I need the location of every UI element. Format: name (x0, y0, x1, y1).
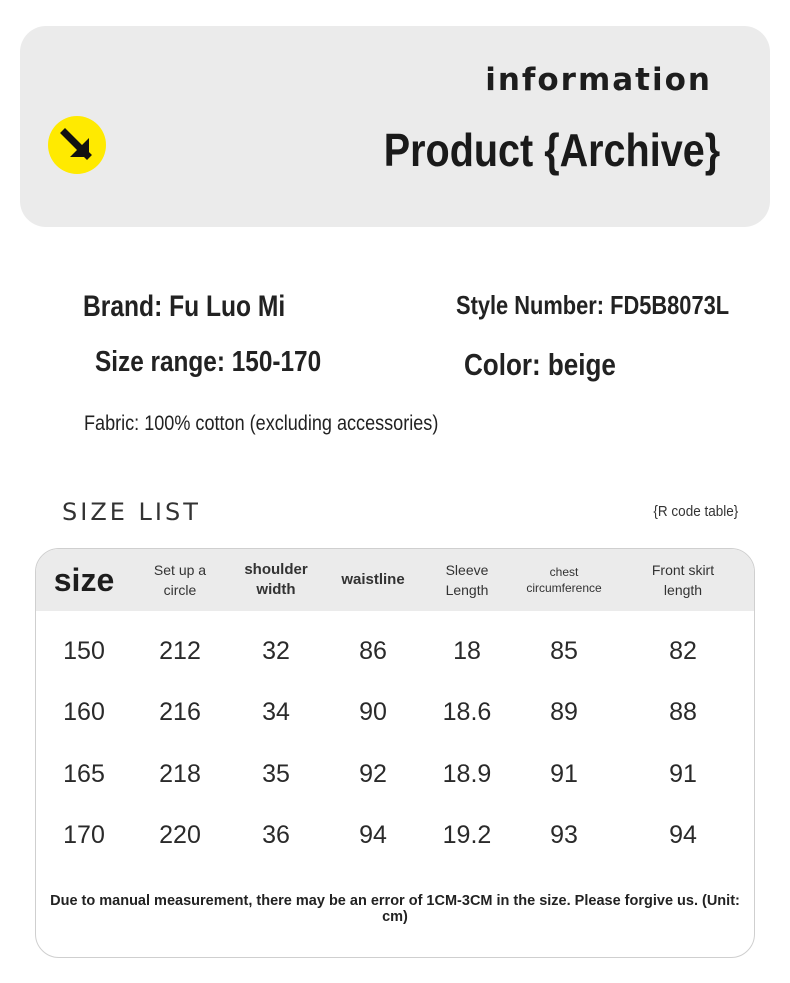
brand-text: Brand: Fu Luo Mi (83, 290, 286, 323)
column-header-waistline: waistline (341, 571, 405, 588)
table-row (36, 631, 754, 671)
table-cell: 218 (159, 759, 201, 788)
table-header (36, 549, 754, 611)
table-cell: 91 (669, 759, 697, 788)
measurement-note: Due to manual measurement, there may be an error of 1CM-3CM in the size. Please forgive us. (Unit: cm) (50, 893, 740, 925)
color-text: Color: beige (464, 347, 616, 382)
table-row (36, 754, 754, 794)
table-cell: 36 (262, 820, 290, 849)
column-header-circle: Set up a circle (153, 562, 207, 598)
table-cell: 88 (669, 697, 697, 726)
style-number-text: Style Number: FD5B8073L (456, 290, 730, 320)
table-cell: 34 (262, 697, 290, 726)
table-row (36, 692, 754, 732)
table-cell: 85 (550, 636, 578, 665)
table-cell: 216 (159, 697, 201, 726)
page-title: Product {Archive} (383, 124, 720, 176)
column-header-size: size (53, 562, 115, 598)
table-cell: 93 (550, 820, 578, 849)
table-cell: 94 (669, 820, 697, 849)
table-cell: 220 (159, 820, 201, 849)
header-subtitle: information (485, 62, 712, 98)
table-cell: 212 (159, 636, 201, 665)
table-cell: 150 (63, 636, 105, 665)
table-cell: 160 (63, 697, 105, 726)
table-row (36, 815, 754, 855)
size-table (35, 548, 755, 958)
table-cell: 91 (550, 759, 578, 788)
table-cell: 92 (359, 759, 387, 788)
table-cell: 94 (359, 820, 387, 849)
size-list-label: SIZE LIST (62, 498, 201, 526)
table-cell: 18.6 (442, 697, 492, 726)
table-cell: 32 (262, 636, 290, 665)
column-header-shoulder: shoulder width (244, 561, 308, 598)
table-cell: 82 (669, 636, 697, 665)
table-cell: 170 (63, 820, 105, 849)
table-cell: 89 (550, 697, 578, 726)
table-cell: 90 (359, 697, 387, 726)
table-cell: 19.2 (442, 820, 492, 849)
table-cell: 86 (359, 636, 387, 665)
code-table-note: {R code table} (653, 503, 738, 520)
table-cell: 18 (453, 636, 481, 665)
fabric-text: Fabric: 100% cotton (excluding accessories) (84, 412, 439, 435)
table-cell: 165 (63, 759, 105, 788)
column-header-skirt-length: Front skirt length (651, 562, 715, 598)
table-cell: 18.9 (442, 759, 492, 788)
column-header-chest: chest circumference (526, 565, 602, 595)
size-range-text: Size range: 150-170 (95, 346, 322, 378)
column-header-sleeve: Sleeve Length (445, 562, 489, 598)
table-cell: 35 (262, 759, 290, 788)
arrow-down-right-icon (48, 116, 106, 174)
